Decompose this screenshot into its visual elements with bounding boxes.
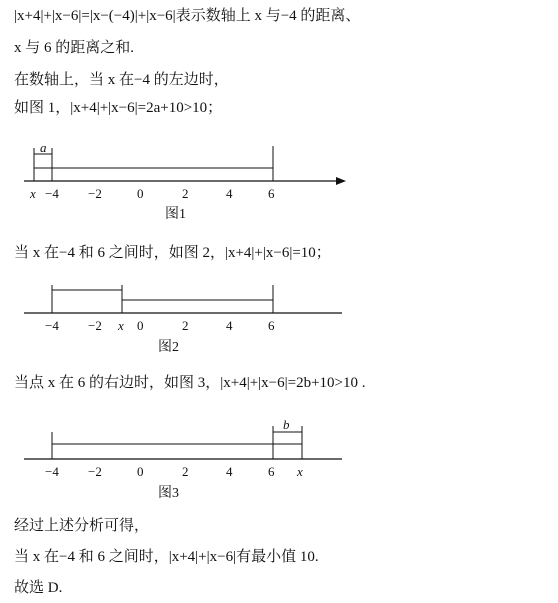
text-line-2: x 与 6 的距离之和.: [14, 40, 135, 56]
x-label: x: [118, 318, 124, 333]
tick-label: 4: [226, 186, 233, 201]
tick-label: 6: [268, 318, 275, 333]
figure-1-caption: 图1: [165, 207, 186, 222]
text-line-3: 在数轴上，当 x 在−4 的左边时，: [14, 72, 229, 88]
tick-label: −2: [88, 464, 102, 479]
text-line-6: 当点 x 在 6 的右边时，如图 3，|x+4|+|x−6|=2b+10>10 .: [14, 375, 366, 391]
tick-label: −4: [45, 464, 59, 479]
x-label: x: [30, 186, 36, 201]
text-line-5: 当 x 在−4 和 6 之间时，如图 2，|x+4|+|x−6|=10；: [14, 245, 331, 261]
figure-3-caption: 图3: [158, 486, 179, 501]
figure-2-caption: 图2: [158, 340, 179, 355]
tick-label: −2: [88, 318, 102, 333]
tick-label: −4: [45, 318, 59, 333]
text-line-4: 如图 1，|x+4|+|x−6|=2a+10>10；: [14, 100, 223, 116]
tick-label: 0: [137, 318, 144, 333]
tick-label: −4: [45, 186, 59, 201]
tick-label: 2: [182, 464, 189, 479]
figure-1-number-line: [0, 138, 558, 208]
seg-label-b: b: [283, 417, 290, 432]
tick-label: 0: [137, 464, 144, 479]
tick-label: −2: [88, 186, 102, 201]
text-line-7: 经过上述分析可得，: [14, 518, 150, 534]
figure-2-number-line: [0, 280, 558, 340]
tick-label: 2: [182, 318, 189, 333]
tick-label: 6: [268, 464, 275, 479]
tick-label: 4: [226, 318, 233, 333]
figure-3-number-line: [0, 414, 558, 484]
text-line-9: 故选 D.: [14, 580, 63, 596]
tick-label: 6: [268, 186, 275, 201]
seg-label-a: a: [40, 140, 47, 155]
tick-label: 2: [182, 186, 189, 201]
x-label: x: [297, 464, 303, 479]
tick-label: 0: [137, 186, 144, 201]
tick-label: 4: [226, 464, 233, 479]
text-line-8: 当 x 在−4 和 6 之间时，|x+4|+|x−6|有最小值 10.: [14, 549, 319, 565]
text-line-1: |x+4|+|x−6|=|x−(−4)|+|x−6|表示数轴上 x 与−4 的距离、: [14, 8, 361, 24]
